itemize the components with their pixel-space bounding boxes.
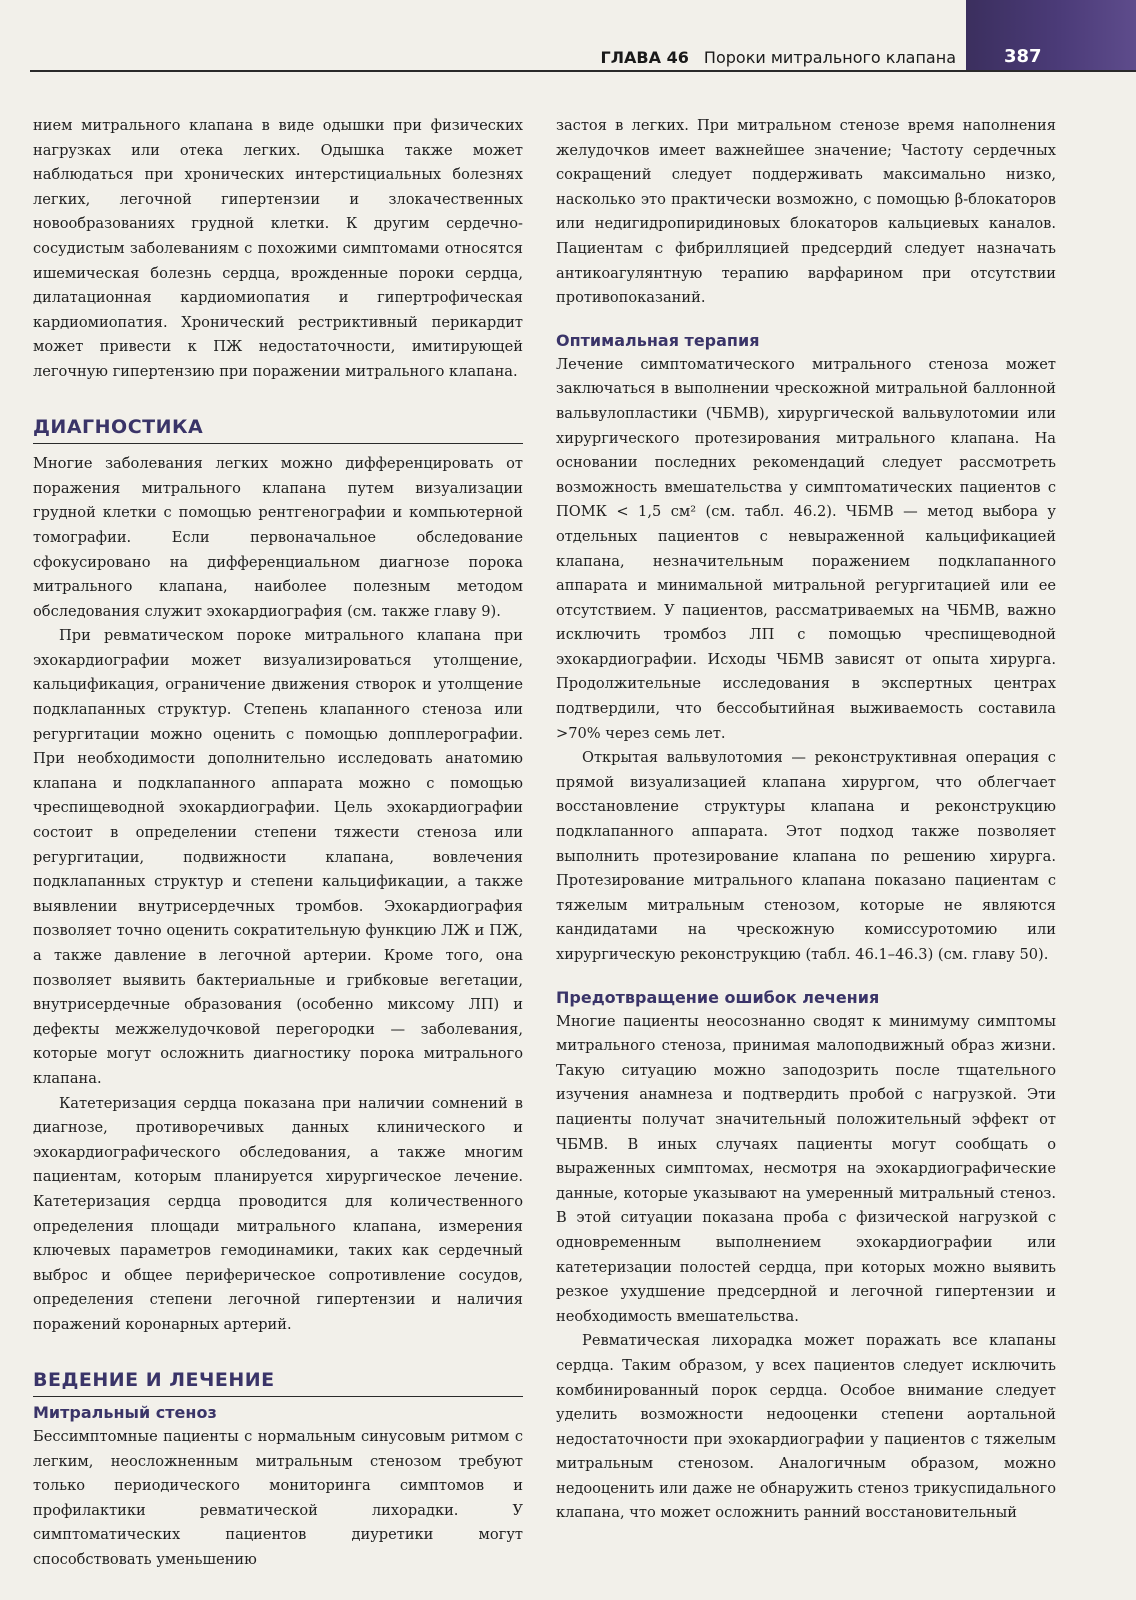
chapter-label: ГЛАВА 46: [600, 48, 689, 67]
header-rule: [30, 70, 1136, 72]
paragraph: Лечение симптоматического митрального стеноза может заключаться в выполнении чрескожной митральной баллонной вальвулопластики (ЧБМВ), хирургической вальвулотомии или хирургического протезирования митрального клапана. На основании последних рекомендаций следует рассмотреть возможность вмешательства у симптоматических пациентов с ПОМК < 1,5 см² (см. табл. 46.2). ЧБМВ — метод выбора у отдельных пациентов с невыраженной кальцификацией клапана, незначительным поражением подклапанного аппарата и минимальной митральной регургитацией или ее отсутствием. У пациентов, рассматриваемых на ЧБМВ, важно исключить тромбоз ЛП с помощью чреспищеводной эхокардиографии. Исходы ЧБМВ зависят от опыта хирурга. Продолжительные исследования в экспертных центрах подтвердили, что бессобытийная выживаемость составила >70% через семь лет.: [556, 355, 1056, 742]
subheading-optimal-therapy: Оптимальная терапия: [556, 330, 760, 350]
right-column: [556, 114, 1056, 1526]
paragraph: Многие заболевания легких можно дифференцировать от поражения митрального клапана путем визуализации грудной клетки с помощью рентгенографии и компьютерной томографии. Если первоначальное обследование сфокусировано на дифференциальном диагнозе порока митрального клапана, наиболее полезным методом обследования служит эхокардиография (см. также главу 9).: [33, 455, 523, 620]
paragraph: застоя в легких. При митральном стенозе время наполнения желудочков имеет важнейшее значение; Частоту сердечных сокращений следует поддерживать максимально низко, насколько это практически возможно, с помощью β-блокаторов или недигидропиридиновых блокаторов кальциевых каналов. Пациентам с фибрилляцией предсердий следует назначать антикоагулянтную терапию варфарином при отсутствии противопоказаний.: [556, 117, 1056, 307]
paragraph: Катетеризация сердца показана при наличии сомнений в диагнозе, противоречивых данных клинического и эхокардиографического обследования, а также многим пациентам, которым планируется хирургическое лечение. Катетеризация сердца проводится для количественного определения площади митрального клапана, измерения ключевых параметров гемодинамики, таких как сердечный выброс и общее периферическое сопротивление сосудов, определения степени легочной гипертензии и наличия поражений коронарных артерий.: [33, 1094, 523, 1333]
running-head: [601, 48, 956, 67]
section-heading-management: ВЕДЕНИЕ И ЛЕЧЕНИЕ: [33, 1368, 523, 1398]
subheading-error-prevention: Предотвращение ошибок лечения: [556, 987, 880, 1007]
paragraph: Открытая вальвулотомия — реконструктивная операция с прямой визуализацией клапана хирургом, что облегчает восстановление структуры клапана и реконструкцию подклапанного аппарата. Этот подход также позволяет выполнить протезирование клапана по решению хирурга. Протезирование митрального клапана показано пациентам с тяжелым митральным стенозом, которые не являются кандидатами на чрескожную комиссуротомию или хирургическую реконструкцию (табл. 46.1–46.3) (см. главу 50).: [556, 749, 1056, 963]
paragraph: нием митрального клапана в виде одышки при физических нагрузках или отека легких. Одышка также может наблюдаться при хронических интерстициальных болезнях легких, легочной гипертензии и злокачественных новообразованиях грудной клетки. К другим сердечно-сосудистым заболеваниям с похожими симптомами относятся ишемическая болезнь сердца, врожденные пороки сердца, дилатационная кардиомиопатия и гипертрофическая кардиомиопатия. Хронический рестриктивный перикардит может привести к ПЖ недостаточности, имитирующей легочную гипертензию при поражении митрального клапана.: [33, 117, 523, 380]
chapter-title: Пороки митрального клапана: [703, 48, 956, 67]
paragraph: Многие пациенты неосознанно сводят к минимуму симптомы митрального стеноза, принимая малоподвижный образ жизни. Такую ситуацию можно заподозрить после тщательного изучения анамнеза и подтвердить пробой с нагрузкой. Эти пациенты получат значительный положительный эффект от ЧБМВ. В иных случаях пациенты могут сообщать о выраженных симптомах, несмотря на эхокардиографические данные, которые указывают на умеренный митральный стеноз. В этой ситуации показана проба с физической нагрузкой с одновременным выполнением эхокардиографии или катетеризации полостей сердца, при которых можно выявить резкое ухудшение предсердной и легочной гипертензии и необходимость вмешательства.: [556, 1012, 1056, 1325]
page-number-tab: [966, 0, 1136, 72]
paragraph: Ревматическая лихорадка может поражать все клапаны сердца. Таким образом, у всех пациентов следует исключить комбинированный порок сердца. Особое внимание следует уделить возможности недооценки степени аортальной недостаточности при эхокардиографии у пациентов с тяжелым митральным стенозом. Аналогичным образом, можно недооценить или даже не обнаружить стеноз трикуспидального клапана, что может осложнить ранний восстановительный: [556, 1332, 1056, 1522]
page-number: 387: [1004, 46, 1042, 67]
paragraph: При ревматическом пороке митрального клапана при эхокардиографии может визуализироваться утолщение, кальцификация, ограничение движения створок и утолщение подклапанных структур. Степень клапанного стеноза или регургитации можно оценить с помощью допплерографии. При необходимости дополнительно исследовать анатомию клапана и подклапанного аппарата можно с помощью чреспищеводной эхокардиографии. Цель эхокардиографии состоит в определении степени тяжести стеноза или регургитации, подвижности клапана, вовлечения подклапанных структур и степени кальцификации, а также выявлении внутрисердечных тромбов. Эхокардиография позволяет точно оценить сократительную функцию ЛЖ и ПЖ, а также давление в легочной артерии. Кроме того, она позволяет выявить бактериальные и грибковые вегетации, внутрисердечные образования (особенно миксому ЛП) и дефекты межжелудочковой перегородки — заболевания, которые могут осложнить диагностику порока митрального клапана.: [33, 627, 523, 1087]
page-header: [0, 0, 1136, 76]
subheading-mitral-stenosis: Митральный стеноз: [33, 1403, 217, 1423]
paragraph: Бессимптомные пациенты с нормальным синусовым ритмом с легким, неосложненным митральным стенозом требуют только периодического мониторинга симптомов и профилактики ревматической лихорадки. У симптоматических пациентов диуретики могут способствовать уменьшению: [33, 1428, 523, 1569]
section-heading-diagnostics: ДИАГНОСТИКА: [33, 415, 523, 445]
left-column: [33, 114, 523, 1573]
